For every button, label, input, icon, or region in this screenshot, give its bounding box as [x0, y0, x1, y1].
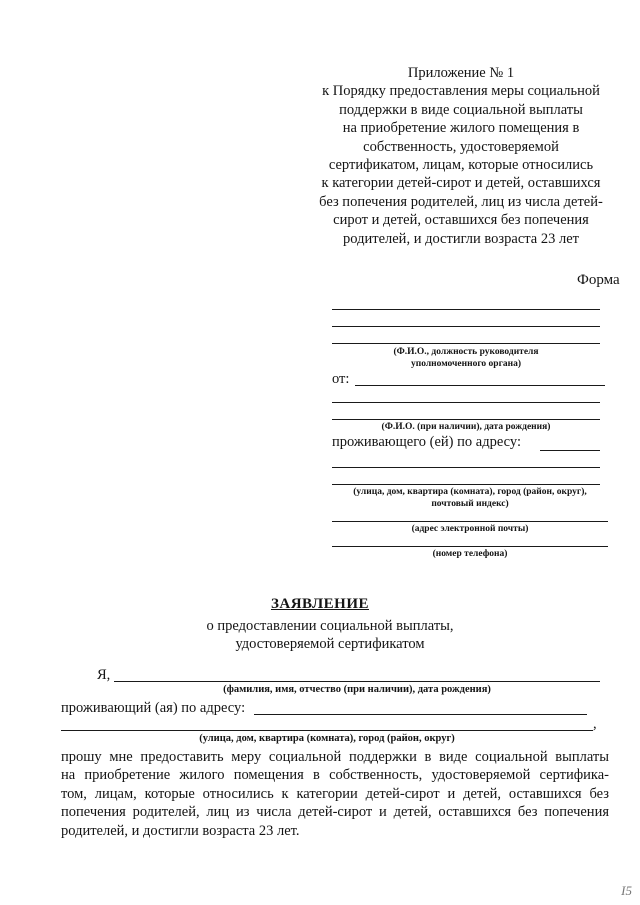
residing-label-2: проживающий (ая) по адресу:: [61, 700, 246, 716]
form-label: Форма: [577, 272, 620, 288]
body-line: попечения родителей, лиц из числа детей-сирот и детей, оставшихся без попечения: [61, 804, 609, 821]
address-caption: (улица, дом, квартира (комната), город (район, округ), почтовый индекс): [353, 487, 587, 509]
body-line: родителей, и достигли возраста 23 лет.: [61, 822, 300, 839]
appendix-line: без попечения родителей, лиц из числа детей-: [319, 193, 603, 210]
appendix-line: собственность, удостоверяемой: [363, 138, 559, 155]
appendix-line: к Порядку предоставления меры социальной: [322, 83, 600, 100]
appendix-line: на приобретение жилого помещения в: [342, 120, 580, 137]
applicant-line-1: [332, 402, 600, 403]
i-label: Я,: [97, 667, 111, 683]
address-line-3: [61, 730, 593, 731]
applicant-line-2: [332, 419, 600, 420]
phone-caption: (номер телефона): [432, 549, 508, 559]
body-line: прошу мне предоставить меру социальной поддержки в виде социальной выплаты: [61, 749, 609, 765]
appendix-line: сертификатом, лицам, которые относились: [328, 157, 594, 174]
residing-label: проживающего (ей) по адресу:: [332, 434, 521, 450]
statement-subtitle: о предоставлении социальной выплаты, удостоверяемой сертификатом: [206, 618, 454, 653]
address-line-1: [332, 467, 600, 468]
email-line: [332, 521, 608, 522]
body-line: том, лицам, которые относились к категории детей-сирот и детей, оставшихся без: [61, 785, 609, 802]
official-caption: (Ф.И.О., должность руководителя уполномоченного органа): [393, 347, 539, 369]
residing-line: [540, 450, 600, 451]
appendix-line: поддержки в виде социальной выплаты: [339, 101, 583, 118]
appendix-line: сирот и детей, оставшихся без попечения: [333, 212, 589, 229]
from-label: от:: [332, 371, 350, 387]
appendix-block: [300, 64, 622, 248]
body-line: на приобретение жилого помещения в собственность, удостоверяемой сертифика-: [61, 767, 609, 784]
official-line-2: [332, 326, 600, 327]
phone-line: [332, 546, 608, 547]
page-mark: I5: [621, 883, 632, 898]
applicant-caption: (Ф.И.О. (при наличии), дата рождения): [381, 422, 551, 432]
address-caption-2: (улица, дом, квартира (комната), город (район, округ): [199, 733, 455, 744]
appendix-line: родителей, и достигли возраста 23 лет: [343, 230, 579, 247]
appendix-line: Приложение № 1: [407, 65, 515, 81]
official-line-1: [332, 309, 600, 310]
statement-title: ЗАЯВЛЕНИЕ: [270, 596, 370, 612]
from-line: [355, 385, 605, 386]
name-caption: (фамилия, имя, отчество (при наличии), дата рождения): [223, 684, 491, 695]
address-line-2: [332, 484, 600, 485]
address-comma: ,: [593, 716, 597, 732]
name-line: [114, 681, 600, 682]
official-line-3: [332, 343, 600, 344]
appendix-line: к категории детей-сирот и детей, оставшихся: [321, 175, 601, 192]
statement-body: [61, 748, 609, 840]
residing-line-2: [254, 714, 587, 715]
email-caption: (адрес электронной почты): [411, 524, 529, 534]
